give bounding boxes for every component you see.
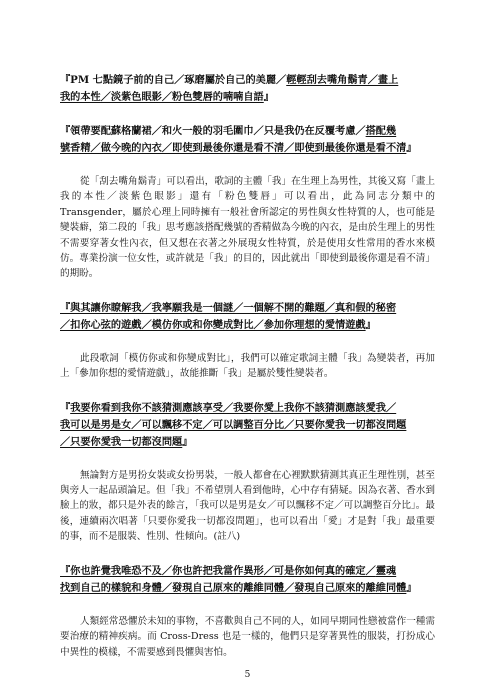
- lyric-text: 』: [406, 142, 417, 154]
- lyric-line: [60, 434, 435, 451]
- underlined-text: 我的本性／淡紫色眼影／粉色雙唇的喃喃自語: [60, 91, 264, 103]
- body-paragraph: 人類經常恐懼於未知的事物，不喜歡與自己不同的人，如同早期同性戀被當作一種需要治療的精神疾病。而 Cross-Dress 也是一樣的，他們只是穿著異性的服裝，打扮成心中異性的模樣，不需要感到畏懼與害怕。: [60, 615, 435, 658]
- lyric-line: [60, 580, 435, 597]
- lyric-line: [60, 317, 435, 334]
- underlined-text: 輕輕刮去嘴角鬍青／畫上: [286, 74, 399, 86]
- lyric-quote: [60, 300, 435, 334]
- lyric-quote: [60, 563, 435, 597]
- underlined-text: 『與其讓你瞭解我／我寧願我是一個謎／一個解不開的難題／真和假的秘密: [60, 301, 397, 314]
- lyric-quote: [60, 400, 435, 451]
- body-paragraph: 無論對方是男扮女裝或女扮男裝，一般人都會在心裡默默猜測其真正生理性別，甚至與旁人一起品頭論足。但「我」不希望別人看到他時，心中存有猜疑。因為衣著、香水到臉上的妝，都只是外表的餘言，「我可以是男是女／可以飄移不定／可以調整百分比」。最後，連續兩次唱著「只要你愛我一切都沒問題」，也可以看出「愛」才是對「我」最重要的事，而不是服裝、性別、性傾向。(註八): [60, 469, 435, 543]
- lyric-line: [60, 417, 435, 434]
- lyric-quote: [60, 72, 435, 106]
- lyric-line: [60, 300, 435, 317]
- lyric-text: 『領帶要配蘇格蘭裙／和火一般的羽毛圍巾／只是我仍在反覆考慮／: [60, 125, 366, 137]
- body-paragraph: 從「刮去嘴角鬍青」可以看出，歌詞的主體「我」在生理上為男性，其後又寫「畫上我的本性／淡紫色眼影」還有「粉色雙唇」可以看出，此為同志分類中的 Transgender，屬於心理上同時擁有一般社會所認定的男性與女性特質的人，也可能是變裝癖，第二段的「我」思考應該搭配幾號的香精做為今晚的內衣，是由於生理上的男性不需要穿著女性內衣，但又想在衣著之外展現女性特質，於是使用女性常用的香水來模仿。專業扮演一位女性，或許就是「我」的目的，因此就出「即使到最後你還是看不清」的期盼。: [60, 176, 435, 280]
- underlined-text: 搭配幾: [365, 125, 397, 137]
- lyric-line: [60, 72, 435, 89]
- lyric-text: 『PM 七點鏡子前的自己／琢磨屬於自己的美麗／: [60, 74, 287, 86]
- lyric-text: 』: [263, 91, 274, 103]
- lyric-line: [60, 563, 435, 580]
- lyric-line: [60, 89, 435, 106]
- lyric-text: 』: [406, 581, 417, 594]
- underlined-text: 『你也許覺我唯恐不及／你也許把我當作異形／可是你如何真的確定／: [60, 564, 376, 577]
- lyric-text: 』: [182, 435, 193, 448]
- lyric-quote: [60, 123, 435, 157]
- body-paragraph: 此段歌詞「模仿你或和你變成對比」，我們可以確定歌詞主體「我」為變裝者，再加上「參加你想的愛情遊戲」，故能推斷「我」是屬於雙性變裝者。: [60, 352, 435, 380]
- page-content: [60, 72, 435, 660]
- lyric-line: [60, 123, 435, 140]
- underlined-text: 我要你看到我你不該猜測應該享受／我要你愛上我你不該猜測應該愛我／: [70, 401, 397, 414]
- lyric-line: [60, 140, 435, 157]
- underlined-text: 找到自己的樣貌和身體／發現自己原來的離維同體／發現自己原來的離維同體: [60, 581, 407, 594]
- lyric-text: 『: [60, 401, 71, 414]
- underlined-text: 我可以是男是女／可以飄移不定／可以調整百分比／只要你愛我一切都沒問題: [60, 418, 407, 431]
- page-number: 5: [244, 670, 251, 680]
- underlined-text: 靈魂: [375, 564, 397, 577]
- lyric-line: [60, 400, 435, 417]
- underlined-text: 號香精／做今晚的內衣／即使到最後你還是看不清／即使到最後你還是看不清: [60, 142, 407, 154]
- underlined-text: ／扣你心弦的遊戲／模仿你或和你變成對比／參加你理想的愛情遊戲: [60, 318, 366, 331]
- underlined-text: ／只要你愛我一切都沒問題: [60, 435, 183, 448]
- lyric-text: 』: [365, 318, 376, 331]
